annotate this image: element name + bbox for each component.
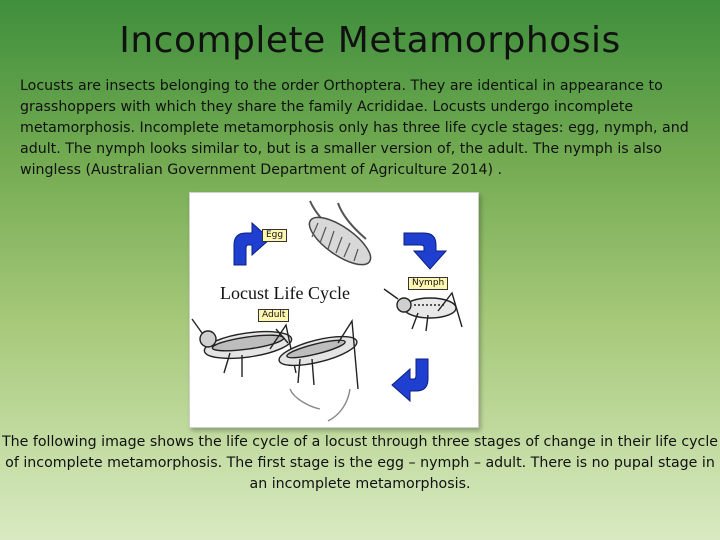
intro-paragraph: Locusts are insects belonging to the order Orthoptera. They are identical in appearance to grasshoppers with which they share the family Acrididae. Locusts undergo incomplete metamorphosis. Incomplete metamorphosis only has three life cycle stages: egg, nymph, and adult. The nymph looks similar to, but is a smaller version of, the adult. The nymph is also wingless (Australian Government Department of Agriculture 2014) . — [20, 78, 689, 178]
egg-stage-label: Egg — [262, 229, 287, 242]
slide-title: Incomplete Metamorphosis — [119, 20, 621, 61]
egg-pod-image — [302, 201, 377, 273]
adult-stage-label: Adult — [258, 309, 289, 322]
life-cycle-illustration — [190, 193, 478, 427]
nymph-stage-label: Nymph — [408, 277, 448, 290]
figure-title: Locust Life Cycle — [220, 283, 350, 303]
caption-paragraph: The following image shows the life cycle of a locust through three stages of change in their life cycle of incomplete metamorphosis. The first stage is the egg – nymph – adult. There is no pupal stage in an incomplete metamorphosis. — [1, 434, 719, 492]
life-cycle-figure — [189, 192, 479, 428]
adult-locust-image — [192, 319, 359, 421]
arrow-nymph-to-adult-icon — [392, 359, 428, 401]
arrow-egg-to-nymph-icon — [404, 233, 446, 269]
nymph-image — [384, 289, 462, 331]
